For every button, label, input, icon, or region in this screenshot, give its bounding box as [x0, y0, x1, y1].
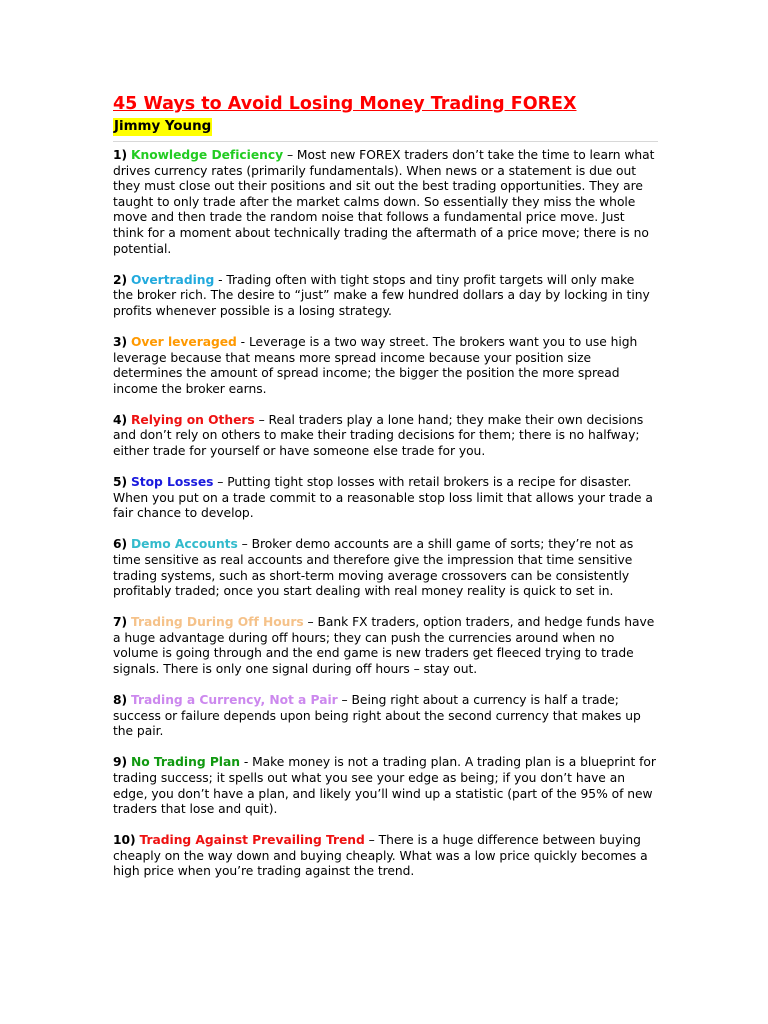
item-text: – Real traders play a lone hand; they make their own decisions and don’t rely on others to make their trading decisions for them; there is no halfway; either trade for yourself or have someone else trade for you. [113, 412, 644, 458]
item-number: 10) [113, 833, 136, 848]
item-heading: Trading a Currency, Not a Pair [130, 693, 338, 708]
item-text: - Trading often with tight stops and tiny profit targets will only make the broker rich. The desire to “just” make a few hundred dollars a day by locking in tiny profits whenever possible is a losing strategy. [113, 272, 650, 318]
item-number: 6) [113, 537, 128, 552]
item-number: 1) [113, 148, 128, 162]
items-list [113, 148, 658, 880]
author-name: Jimmy Young [114, 119, 212, 134]
title-divider [113, 141, 658, 142]
list-item [113, 833, 658, 880]
list-item [113, 537, 658, 599]
item-text: – Bank FX traders, option traders, and hedge funds have a huge advantage during off hours; they can push the currencies around when no volume is going through and the end game is new traders get fleeced trying to trade signals. There is only one signal during off hours – stay out. [113, 615, 655, 677]
item-heading: Demo Accounts [130, 537, 238, 552]
item-text: – Broker demo accounts are a shill game of sorts; they’re not as time sensitive as real accounts and therefore give the impression that time sensitive trading systems, such as short-term moving average crossovers can be consistently profitably traded; once you start dealing with real money reality is quick to set in. [113, 537, 634, 599]
item-number: 4) [113, 412, 128, 427]
item-number: 2) [113, 272, 128, 287]
item-text: - Leverage is a two way street. The brokers want you to use high leverage because that means more spread income because your position size determines the amount of spread income; the bigger the position the more spread income the broker earns. [113, 334, 638, 396]
item-text: - Make money is not a trading plan. A trading plan is a blueprint for trading success; it spells out what you see your edge as being; if you don’t have an edge, you don’t have a plan, and likely you’ll wind up a statistic (part of the 95% of new traders that lose and quit). [113, 755, 656, 817]
item-heading: Overtrading [130, 272, 215, 287]
item-heading: Stop Losses [130, 475, 214, 490]
item-heading: No Trading Plan [130, 755, 240, 770]
list-item [113, 273, 658, 320]
list-item [113, 148, 658, 257]
item-text: – Most new FOREX traders don’t take the time to learn what drives currency rates (primarily fundamentals). When news or a statement is due out they must close out their positions and sit out the best trading opportunities. They are taught to only trade after the market calms down. So essentially they miss the whole move and then trade the random noise that follows a fundamental price move. Just think for a moment about technically trading the aftermath of a price move; there is no potential. [113, 148, 655, 256]
list-item [113, 335, 658, 397]
item-text: – Putting tight stop losses with retail brokers is a recipe for disaster. When you put on a trade commit to a reasonable stop loss limit that allows your trade a fair chance to develop. [113, 475, 653, 521]
item-number: 3) [113, 334, 128, 349]
document-page [113, 93, 658, 896]
item-heading: Over leveraged [130, 334, 237, 349]
item-number: 9) [113, 755, 128, 770]
list-item [113, 475, 658, 522]
list-item [113, 413, 658, 460]
list-item [113, 693, 658, 740]
document-title: 45 Ways to Avoid Losing Money Trading FOREX [113, 94, 577, 114]
list-item [113, 615, 658, 677]
item-number: 7) [113, 615, 128, 630]
item-heading: Knowledge Deficiency [130, 148, 284, 162]
item-number: 8) [113, 693, 128, 708]
item-text: – Being right about a currency is half a trade; success or failure depends upon being right about the second currency that makes up the pair. [113, 693, 641, 739]
item-text: – There is a huge difference between buying cheaply on the way down and buying cheaply. What was a low price quickly becomes a high price when you’re trading against the trend. [113, 833, 648, 879]
item-heading: Trading Against Prevailing Trend [139, 833, 365, 848]
item-heading: Relying on Others [130, 412, 255, 427]
list-item [113, 755, 658, 817]
item-heading: Trading During Off Hours [130, 615, 304, 630]
item-number: 5) [113, 475, 128, 490]
